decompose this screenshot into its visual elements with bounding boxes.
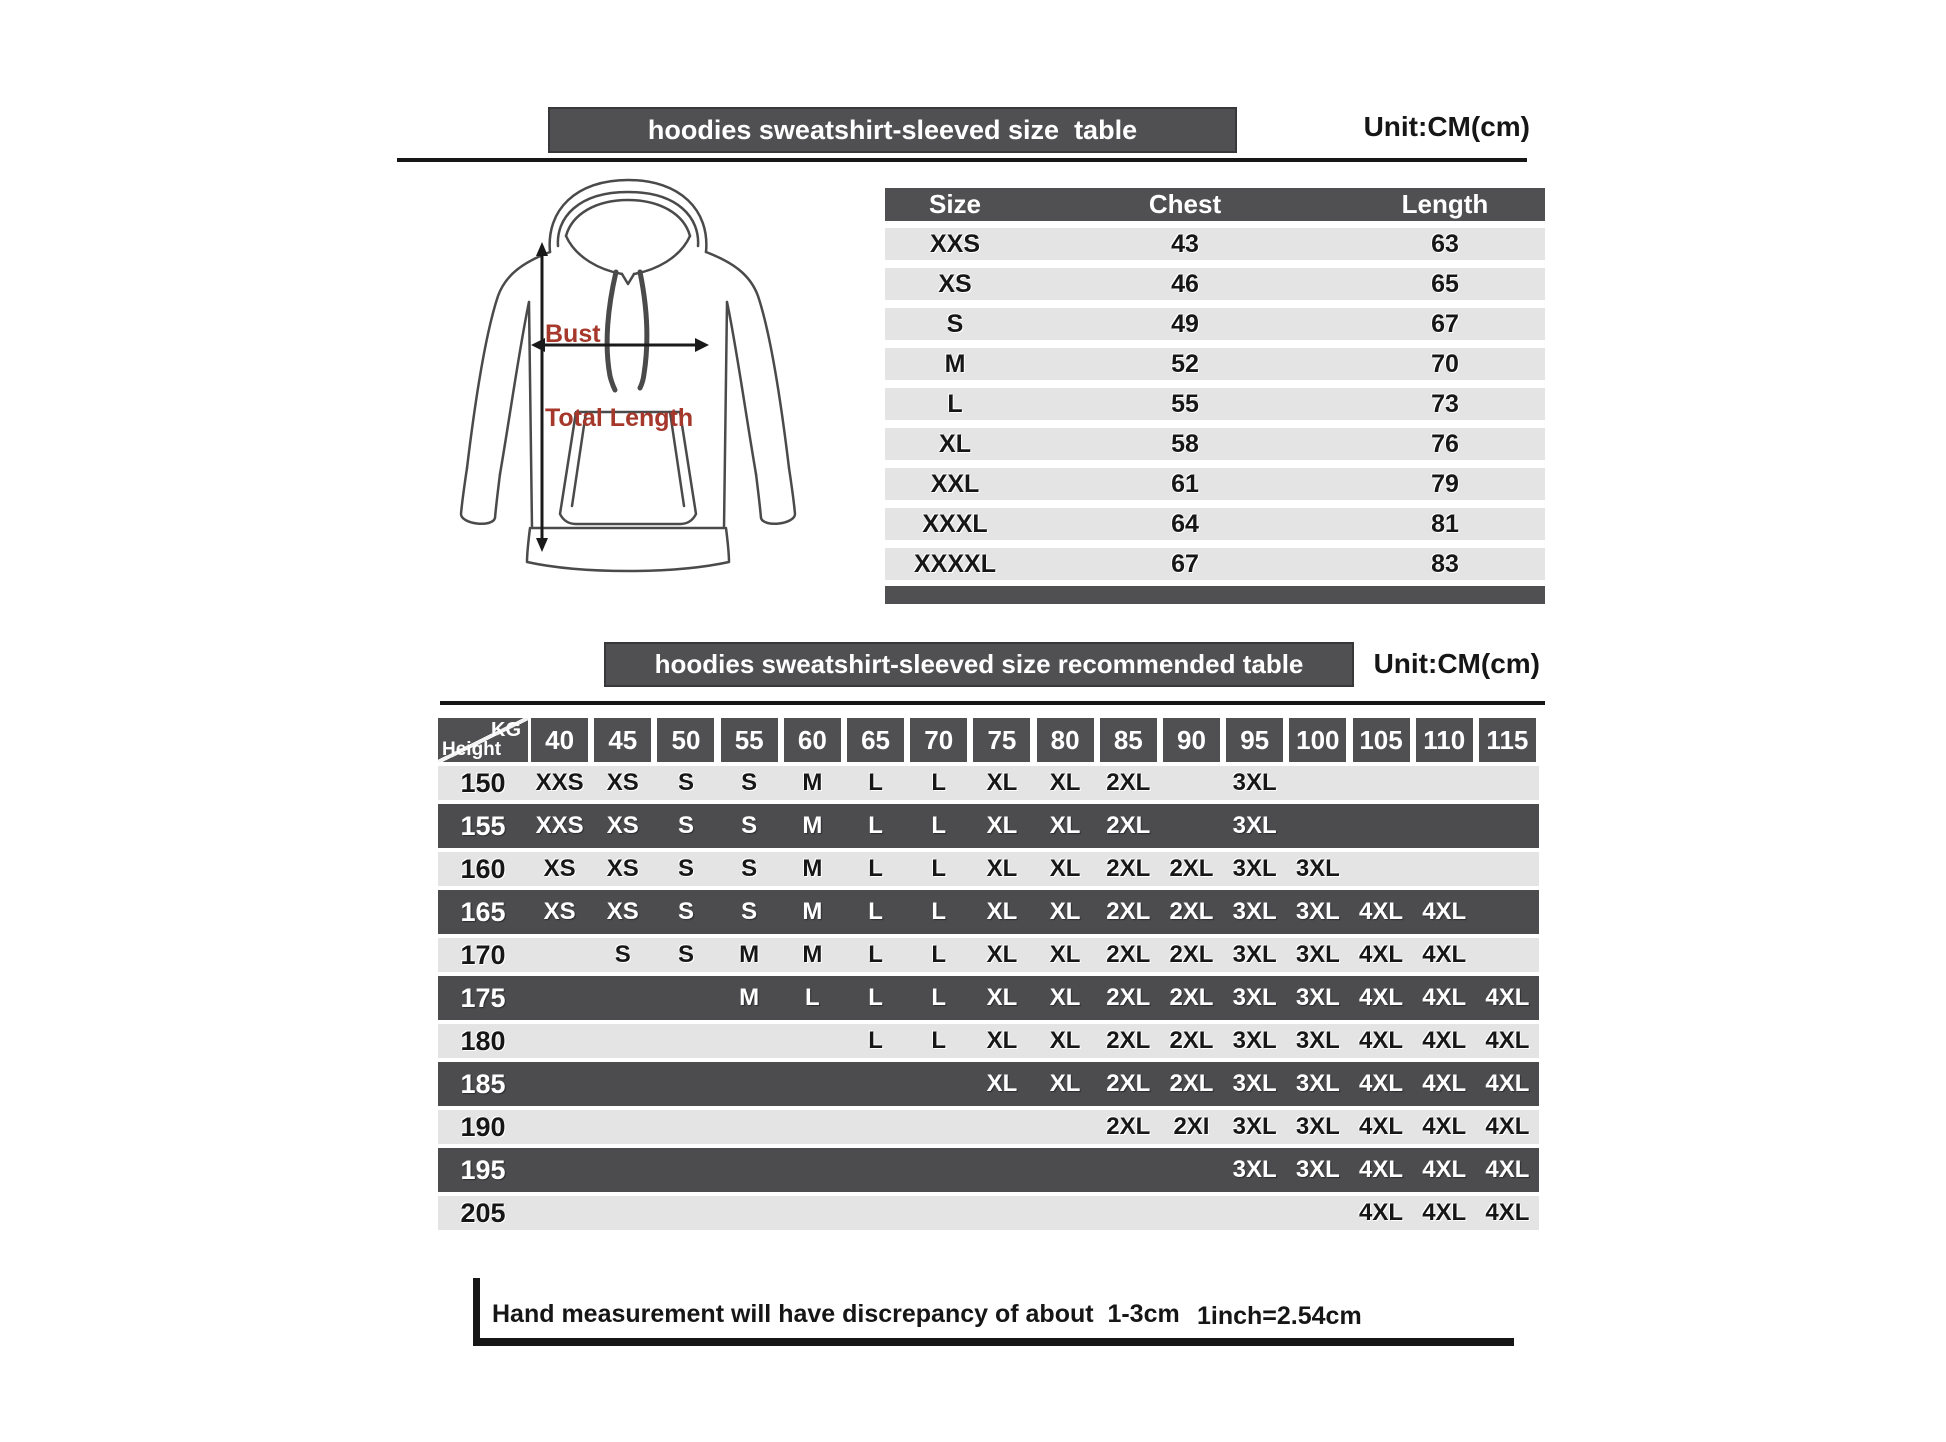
size-cell: 3XL [1232,855,1277,882]
size-table-cell: 76 [1431,430,1459,458]
size-cell [528,938,591,972]
weight-col-slot [1160,718,1223,762]
size-cell: M [739,984,760,1011]
recommend-row [438,1148,1539,1192]
footnote-underline [473,1338,1514,1346]
weight-col-slot [1286,718,1349,762]
size-cell: 4XL [1422,941,1467,968]
size-cell: S [677,941,694,968]
size-table-cell: 79 [1431,470,1459,498]
size-cell: 3XL [1232,1156,1277,1183]
hoodie-outline [461,180,795,571]
chest-col-header: Chest [1148,189,1222,219]
size-cell [718,1110,781,1144]
size-cell: XL [986,1027,1018,1054]
weight-col-slot [1034,718,1097,762]
bust-label: Bust [545,320,601,348]
size-cell: XS [606,769,639,796]
size-cell: M [802,855,823,882]
weight-col-header: 70 [910,718,967,762]
total-length-arrow [536,242,548,552]
recommend-table-header [438,718,1539,762]
size-cell: S [677,769,694,796]
size-cell: 2XL [1169,941,1214,968]
size-cell: 4XL [1485,1070,1530,1097]
recommend-table-title-bar [604,642,1354,687]
weight-col-header: 105 [1353,718,1410,762]
size-cell: XL [1049,898,1081,925]
size-cell: 3XL [1295,855,1340,882]
size-cell [1349,852,1412,886]
size-cell: S [741,898,758,925]
recommend-table-body [438,766,1539,1230]
size-cell: XL [1049,941,1081,968]
weight-col-header: 45 [594,718,651,762]
size-cell [528,1110,591,1144]
height-label: Height [442,739,502,760]
size-cell: L [931,855,947,882]
size-cell: XS [543,855,576,882]
size-cell [1160,1196,1223,1230]
size-cell: L [931,941,947,968]
weight-col-header: 75 [973,718,1030,762]
size-cell: XL [1049,1070,1081,1097]
size-cell: 4XL [1485,1027,1530,1054]
weight-col-header: 40 [531,718,588,762]
size-table-row [885,228,1545,260]
size-cell [1160,1148,1223,1192]
size-table-cell: 43 [1171,230,1199,258]
size-cell [844,1110,907,1144]
height-label-cell: 195 [460,1155,506,1185]
size-cell: 4XL [1359,1070,1404,1097]
size-cell: 4XL [1359,1113,1404,1140]
size-cell [844,1062,907,1106]
size-cell: 2XL [1106,769,1151,796]
size-table-cell: 81 [1431,510,1459,538]
size-cell: XL [1049,855,1081,882]
size-cell: 4XL [1485,1113,1530,1140]
size-cell: 2XL [1106,855,1151,882]
height-label-cell: 180 [460,1026,506,1056]
recommend-row [438,890,1539,934]
size-cell: M [802,941,823,968]
size-cell [970,1110,1033,1144]
size-cell: 2XL [1106,1113,1151,1140]
size-cell [718,1024,781,1058]
size-cell [907,1196,970,1230]
footnote-bracket-vertical [473,1278,480,1346]
size-cell: XS [543,898,576,925]
size-cell: L [868,855,883,882]
size-cell: 2XL [1106,941,1151,968]
size-table-cell: 64 [1171,510,1199,538]
size-cell: L [931,812,947,839]
size-cell [654,1148,717,1192]
size-table-cell: L [947,390,963,418]
size-cell: S [741,769,758,796]
size-table-cell: 52 [1171,350,1199,378]
height-label-cell: 155 [460,811,506,841]
weight-col-header: 80 [1037,718,1094,762]
total-length-label: Total Length [545,404,694,432]
size-cell: 3XL [1232,812,1277,839]
size-cell [528,1062,591,1106]
recommend-table-title: hoodies sweatshirt-sleeved size recommended table [654,649,1304,679]
weight-col-slot [654,718,717,762]
size-cell: 4XL [1359,1199,1404,1226]
size-cell: XS [606,855,639,882]
unit-label-2: Unit:CM(cm) [1373,648,1540,679]
height-label-cell: 205 [460,1198,506,1228]
size-cell: S [741,855,758,882]
size-cell: 4XL [1422,1156,1467,1183]
size-table-cell: M [944,350,966,378]
size-cell: S [677,812,694,839]
size-cell [591,1148,654,1192]
size-cell [591,1196,654,1230]
size-cell: S [677,898,694,925]
size-cell: 2XL [1169,898,1214,925]
size-table-cell: XXS [929,230,981,258]
size-cell [591,976,654,1020]
size-cell [844,1148,907,1192]
size-cell: 3XL [1295,941,1340,968]
size-cell: M [802,812,823,839]
recommend-row [438,1110,1539,1144]
size-cell: 4XL [1485,1156,1530,1183]
size-table-cell: XXXL [922,510,988,538]
recommend-row [438,804,1539,848]
weight-col-slot [1223,718,1286,762]
size-cell: L [931,984,947,1011]
size-table-cell: XS [938,270,972,298]
weight-col-slot [528,718,591,762]
size-table-cell: 55 [1171,390,1199,418]
size-cell: 3XL [1295,1113,1340,1140]
size-table-cell: 61 [1171,470,1199,498]
size-table-row [885,268,1545,300]
size-cell [781,1062,844,1106]
size-cell [1349,804,1412,848]
size-cell [591,1062,654,1106]
size-col-header: Size [928,189,982,219]
size-cell: 3XL [1295,1070,1340,1097]
size-cell: 2XL [1169,855,1214,882]
size-cell: 3XL [1232,1070,1277,1097]
size-cell: XL [986,941,1018,968]
divider-1 [397,158,1527,162]
size-cell: L [868,984,883,1011]
size-cell: 4XL [1422,1199,1467,1226]
weight-col-header: 90 [1163,718,1220,762]
height-label-cell: 190 [460,1112,506,1142]
size-cell: 2XL [1169,1027,1214,1054]
size-cell [1160,766,1223,800]
recommend-table [438,718,1539,1230]
size-cell: L [931,898,947,925]
size-table-row [885,548,1545,580]
size-cell [1160,804,1223,848]
size-cell: 4XL [1359,1027,1404,1054]
size-table [885,188,1545,604]
size-cell [1097,1148,1160,1192]
size-cell: XXS [535,769,584,796]
size-cell [970,1148,1033,1192]
size-table-header [885,188,1545,221]
size-cell: XL [1049,984,1081,1011]
size-cell: 4XL [1422,984,1467,1011]
size-cell: S [741,812,758,839]
size-cell [1349,766,1412,800]
size-cell: 4XL [1359,984,1404,1011]
hoodie-line-art [452,172,804,604]
size-cell: 2XL [1169,1070,1214,1097]
size-cell: 2XL [1106,898,1151,925]
size-cell: 2XL [1169,984,1214,1011]
size-cell [1034,1148,1097,1192]
recommend-row [438,1062,1539,1106]
size-cell [654,1110,717,1144]
weight-col-slot [781,718,844,762]
size-table-title: hoodies sweatshirt-sleeved size table [647,114,1138,145]
weight-col-header: 115 [1479,718,1536,762]
weight-col-header: 100 [1289,718,1346,762]
size-cell [654,1062,717,1106]
drawstrings [607,272,647,390]
size-table-cell: 83 [1431,550,1459,578]
recommend-row [438,1024,1539,1058]
weight-col-header: 65 [847,718,904,762]
size-cell: L [931,769,947,796]
divider-2 [440,701,1545,705]
size-cell [907,1148,970,1192]
weight-col-slot [718,718,781,762]
size-cell [1476,804,1539,848]
size-cell [1413,766,1476,800]
weight-col-header: 55 [721,718,778,762]
weight-col-slot [970,718,1033,762]
size-table-row [885,308,1545,340]
size-cell: 2XL [1106,812,1151,839]
size-table-cell: XXXXL [914,550,996,578]
size-cell: 4XL [1422,898,1467,925]
kg-label: KG [491,719,521,741]
size-cell [718,1196,781,1230]
size-cell [718,1062,781,1106]
size-cell: 4XL [1485,1199,1530,1226]
size-table-cell: 67 [1431,310,1459,338]
weight-col-slot [907,718,970,762]
size-cell: 2XL [1106,1027,1151,1054]
size-cell [1286,766,1349,800]
size-cell [591,1110,654,1144]
size-cell [970,1196,1033,1230]
size-table-body [885,228,1545,580]
size-cell: L [868,898,883,925]
weight-col-slot [1476,718,1539,762]
size-cell [1286,804,1349,848]
size-cell [1034,1196,1097,1230]
weight-col-header: 95 [1226,718,1283,762]
height-label-cell: 150 [460,768,506,798]
unit-label-1: Unit:CM(cm) [1363,111,1530,142]
size-cell: 3XL [1232,898,1277,925]
size-cell [528,1196,591,1230]
size-cell [654,1024,717,1058]
height-label-cell: 175 [460,983,506,1013]
height-label-cell: 165 [460,897,506,927]
size-cell: 3XL [1232,941,1277,968]
size-cell [1223,1196,1286,1230]
size-cell [1476,852,1539,886]
weight-col-header: 60 [784,718,841,762]
weight-col-header: 85 [1100,718,1157,762]
recommend-row [438,938,1539,972]
size-cell [1413,852,1476,886]
size-table-title-bar [548,107,1237,153]
size-cell: L [868,812,883,839]
size-cell [781,1148,844,1192]
size-cell: XL [986,855,1018,882]
weight-col-header: 110 [1416,718,1473,762]
size-cell [1413,804,1476,848]
size-cell [528,976,591,1020]
size-table-row [885,508,1545,540]
size-cell: 4XL [1422,1027,1467,1054]
size-table-cell: 49 [1171,310,1199,338]
size-cell: 2XL [1106,984,1151,1011]
size-cell: XL [986,769,1018,796]
size-cell: XS [606,812,639,839]
size-cell [718,1148,781,1192]
size-cell: 3XL [1295,1027,1340,1054]
size-cell: 2XI [1173,1113,1210,1140]
size-table-cell: 63 [1431,230,1459,258]
size-cell: L [931,1027,947,1054]
size-cell [528,1024,591,1058]
size-cell: 3XL [1232,769,1277,796]
size-cell: 4XL [1359,898,1404,925]
size-cell: S [677,855,694,882]
measurement-note: Hand measurement will have discrepancy of about 1-3cm [492,1300,1180,1328]
recommend-row [438,976,1539,1020]
size-table-cell: XL [939,430,971,458]
size-cell: 4XL [1422,1113,1467,1140]
size-table-cell: S [946,310,964,338]
weight-col-slot [1349,718,1412,762]
weight-col-header: 50 [657,718,714,762]
height-label-cell: 170 [460,940,506,970]
size-table-cell: 65 [1431,270,1459,298]
size-cell: S [614,941,631,968]
size-cell: 3XL [1232,1027,1277,1054]
size-cell [1476,938,1539,972]
size-cell: XL [1049,1027,1081,1054]
size-table-row [885,428,1545,460]
length-col-header: Length [1401,189,1489,219]
height-label-cell: 160 [460,854,506,884]
size-table-cell: 58 [1171,430,1199,458]
weight-col-slot [1413,718,1476,762]
size-cell [654,976,717,1020]
size-table-cell: 67 [1171,550,1199,578]
height-label-cell: 185 [460,1069,506,1099]
size-table-row [885,348,1545,380]
size-cell: XL [986,812,1018,839]
inch-conversion-note: 1inch=2.54cm [1197,1302,1362,1330]
size-cell: 4XL [1422,1070,1467,1097]
size-cell: XS [606,898,639,925]
recommend-row [438,766,1539,800]
size-cell [1034,1110,1097,1144]
size-cell: 3XL [1295,1156,1340,1183]
size-table-cell: 46 [1171,270,1199,298]
size-cell [907,1110,970,1144]
size-cell: 3XL [1295,984,1340,1011]
size-cell [907,1062,970,1106]
size-cell: XL [1049,812,1081,839]
size-cell: M [802,898,823,925]
size-cell: L [868,769,883,796]
size-cell: M [802,769,823,796]
size-cell [654,1196,717,1230]
size-cell: XXS [535,812,584,839]
size-cell [1476,890,1539,934]
size-table-cell: 73 [1431,390,1459,418]
kg-height-corner [438,718,528,762]
size-cell: 3XL [1232,1113,1277,1140]
size-cell: 4XL [1359,941,1404,968]
size-cell: 4XL [1359,1156,1404,1183]
size-cell: 4XL [1485,984,1530,1011]
size-cell [1286,1196,1349,1230]
size-cell: XL [986,898,1018,925]
weight-col-slot [591,718,654,762]
size-cell [1476,766,1539,800]
recommend-row [438,852,1539,886]
size-cell: XL [986,984,1018,1011]
size-table-footer-bar [885,586,1545,604]
size-cell: XL [1049,769,1081,796]
size-cell: L [805,984,820,1011]
recommend-row [438,1196,1539,1230]
size-cell: XL [986,1070,1018,1097]
weight-col-slot [844,718,907,762]
size-cell [1097,1196,1160,1230]
size-cell: 2XL [1106,1070,1151,1097]
size-cell [781,1196,844,1230]
size-cell [781,1024,844,1058]
size-cell: 3XL [1295,898,1340,925]
size-cell: M [739,941,760,968]
size-table-row [885,388,1545,420]
weight-col-slot [1097,718,1160,762]
size-table-row [885,468,1545,500]
size-table-cell: 70 [1431,350,1459,378]
size-table-cell: XXL [930,470,980,498]
size-cell: L [868,1027,883,1054]
size-cell: L [868,941,883,968]
size-cell [528,1148,591,1192]
size-cell [781,1110,844,1144]
size-cell: 3XL [1232,984,1277,1011]
size-cell [591,1024,654,1058]
size-cell [844,1196,907,1230]
